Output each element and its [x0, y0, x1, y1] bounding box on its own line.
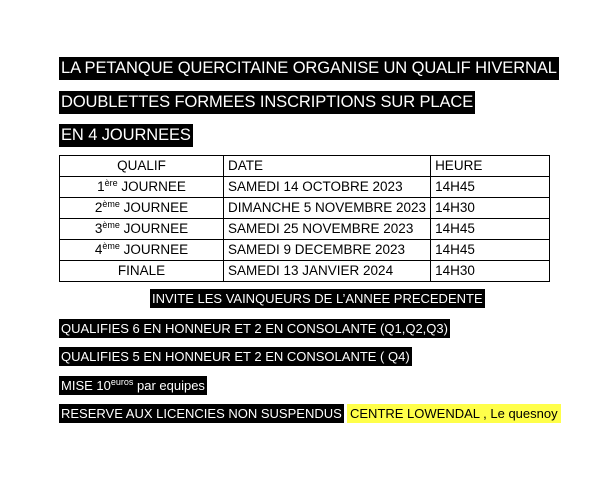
journee-ordinal: ère [104, 178, 118, 189]
journee-ordinal: ème [102, 241, 120, 252]
journee-number: 1 [97, 179, 105, 195]
table-row [60, 177, 550, 198]
reserve-note: RESERVE AUX LICENCIES NON SUSPENDUS [61, 406, 342, 421]
header-heure: HEURE [431, 156, 550, 177]
table-row-finale [60, 261, 550, 282]
mise-note [59, 376, 207, 395]
date-cell: SAMEDI 25 NOVEMBRE 2023 [224, 219, 431, 240]
header-line-2: DOUBLETTES FORMEES INSCRIPTIONS SUR PLACE [59, 91, 475, 114]
date-cell: DIMANCHE 5 NOVEMBRE 2023 [224, 198, 431, 219]
journee-label: JOURNEE [119, 221, 189, 237]
header-qualif: QUALIF [60, 156, 224, 177]
location-label: CENTRE LOWENDAL , Le quesnoy [347, 404, 561, 423]
date-cell: SAMEDI 14 OCTOBRE 2023 [224, 177, 431, 198]
table-row [60, 219, 550, 240]
heure-cell: 14H45 [431, 177, 550, 198]
journee-number: 3 [94, 221, 103, 237]
table-row [60, 198, 550, 219]
schedule-table [59, 155, 550, 282]
invite-note: INVITE LES VAINQUEURS DE L’ANNEE PRECEDENTE [152, 291, 483, 306]
heure-cell: 14H30 [431, 261, 550, 282]
journee-ordinal: ème [102, 220, 120, 231]
journee-ordinal: ème [102, 199, 120, 210]
qualif-cell [60, 240, 224, 261]
header-line-3: EN 4 JOURNEES [59, 124, 193, 147]
journee-number: 2 [94, 200, 103, 216]
journee-label: JOURNEE [117, 179, 186, 195]
journee-number: 4 [94, 242, 103, 258]
mise-unit: par equipes [133, 378, 205, 393]
mise-amount: MISE 10 [61, 378, 111, 393]
table-row [60, 240, 550, 261]
mise-currency: euros [110, 377, 134, 387]
date-cell: SAMEDI 9 DECEMBRE 2023 [224, 240, 431, 261]
qualif-cell [60, 219, 224, 240]
header-line-1: LA PETANQUE QUERCITAINE ORGANISE UN QUALIF HIVERNAL [59, 57, 559, 80]
qualifies-note-1: QUALIFIES 6 EN HONNEUR ET 2 EN CONSOLANTE (Q1,Q2,Q3) [61, 321, 448, 336]
header-date: DATE [224, 156, 431, 177]
heure-cell: 14H30 [431, 198, 550, 219]
qualif-cell: FINALE [60, 261, 224, 282]
heure-cell: 14H45 [431, 240, 550, 261]
journee-label: JOURNEE [119, 242, 189, 258]
qualif-cell [60, 198, 224, 219]
date-cell: SAMEDI 13 JANVIER 2024 [224, 261, 431, 282]
heure-cell: 14H45 [431, 219, 550, 240]
journee-label: JOURNEE [119, 200, 189, 216]
table-header-row [60, 156, 550, 177]
qualifies-note-2: QUALIFIES 5 EN HONNEUR ET 2 EN CONSOLANTE ( Q4) [61, 349, 410, 364]
qualif-cell [60, 177, 224, 198]
